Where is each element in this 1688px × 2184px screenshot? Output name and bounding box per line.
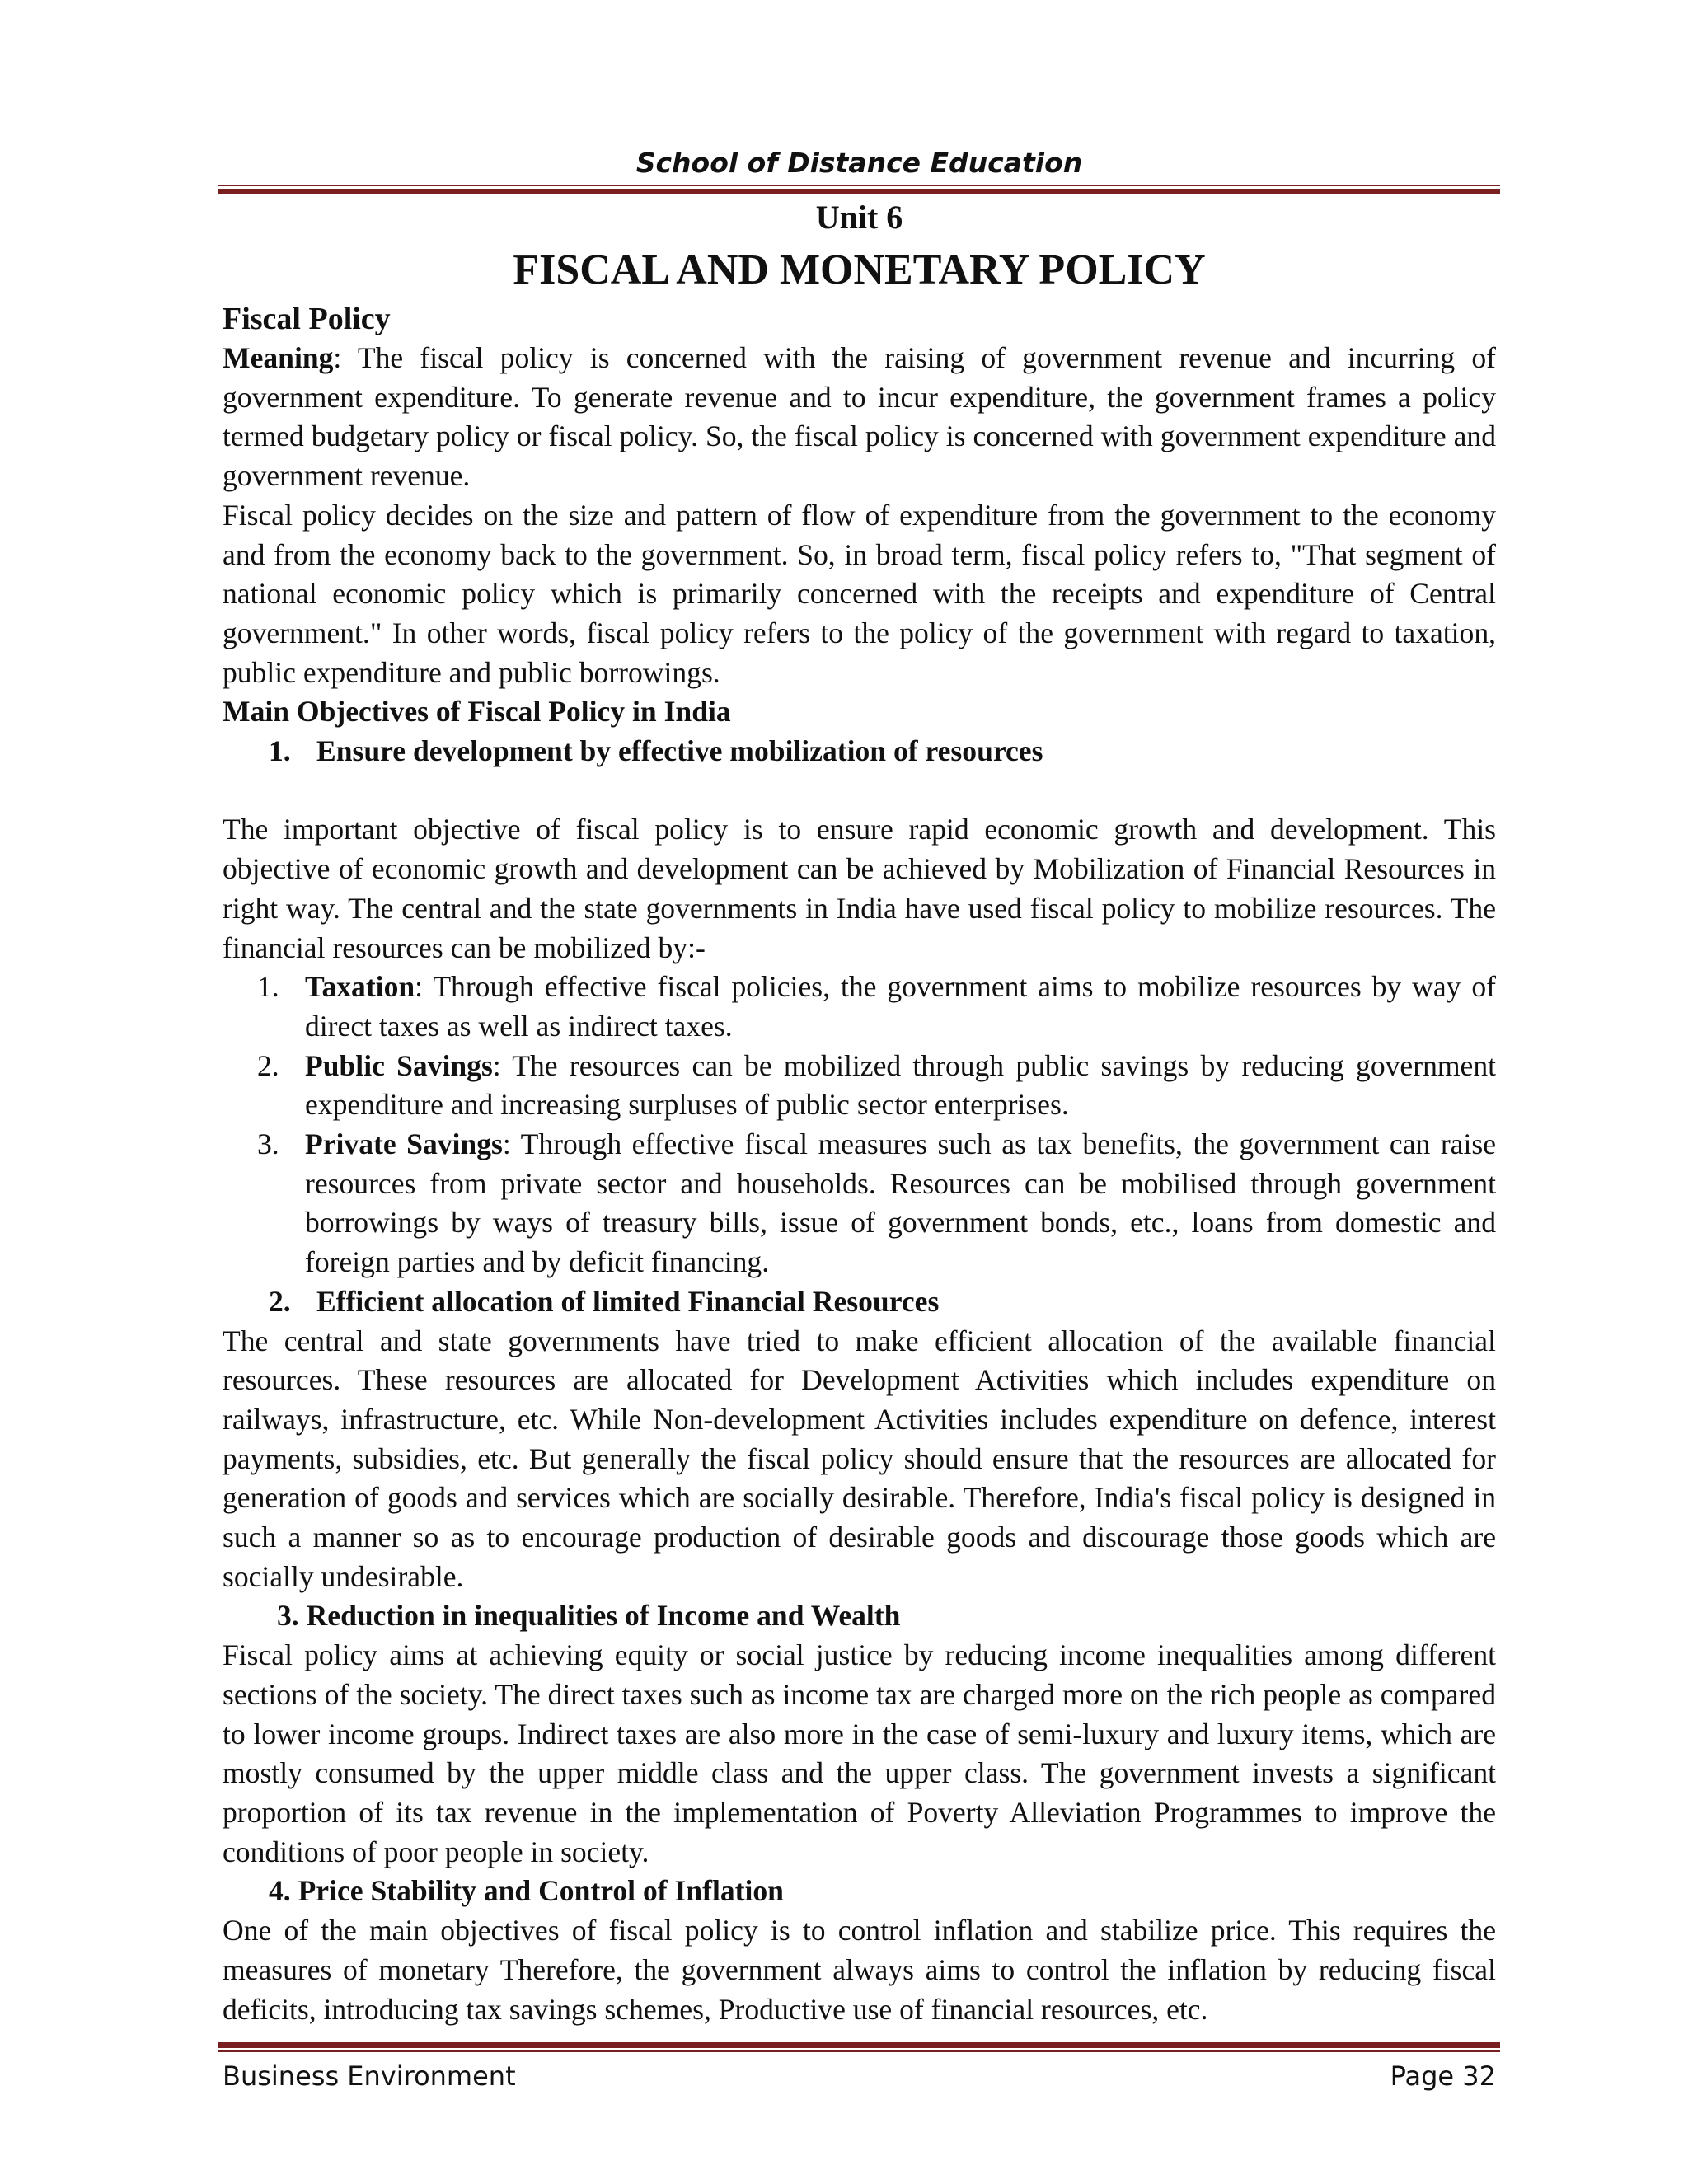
header-rule bbox=[218, 185, 1500, 194]
list-text: : Through effective fiscal measures such as tax benefits, the government can raise resources from private sector and households. Resources can be mobilised through government borrowings by ways of treasury bills, issue of government bonds, etc., loans from domestic and foreign parties and by deficit financing. bbox=[305, 1127, 1496, 1279]
meaning-term: Meaning bbox=[223, 341, 334, 374]
footer-page-number: Page 32 bbox=[1390, 2060, 1496, 2092]
objective-2-title: Efficient allocation of limited Financial Resources bbox=[316, 1284, 940, 1318]
meaning-paragraph bbox=[223, 339, 1496, 496]
objective-4-heading: 4. Price Stability and Control of Inflation bbox=[269, 1874, 784, 1908]
document-body bbox=[223, 299, 1496, 2029]
fiscal-policy-paragraph: Fiscal policy decides on the size and pattern of flow of expenditure from the government to the economy and from the economy back to the government. So, in broad term, fiscal policy refers to, "That segment of national economic policy which is primarily concerned with the receipts and expenditure of Central government." In other words, fiscal policy refers to the policy of the government with regard to taxation, public expenditure and public borrowings. bbox=[223, 498, 1496, 689]
list-number: 1. bbox=[257, 970, 279, 1004]
list-term: Private Savings bbox=[305, 1127, 503, 1161]
mobilization-list bbox=[223, 968, 1496, 1282]
objective-3-paragraph: Fiscal policy aims at achieving equity or social justice by reducing income inequalities among different sections of the society. The direct taxes such as income tax are charged more on the rich people as compared to lower income groups. Indirect taxes are also more in the case of semi-luxury and luxury items, which are mostly consumed by the upper middle class and the upper class. The government invests a significant proportion of its tax revenue in the implementation of Poverty Alleviation Programmes to improve the conditions of poor people in society. bbox=[223, 1638, 1496, 1868]
footer-rule bbox=[218, 2042, 1500, 2052]
list-term: Public Savings bbox=[305, 1048, 493, 1082]
footer-course-name: Business Environment bbox=[223, 2060, 516, 2092]
list-term: Taxation bbox=[305, 970, 415, 1004]
objective-2-paragraph: The central and state governments have tried to make efficient allocation of the available financial resources. These resources are allocated for Development Activities which includes expenditure on railways, infrastructure, etc. While Non-development Activities includes expenditure on defence, interest payments, subsidies, etc. But generally the fiscal policy should ensure that the resources are allocated for generation of goods and services which are socially desirable. Therefore, India's fiscal policy is designed in such a manner so as to encourage production of desirable goods and discourage those goods which are socially undesirable. bbox=[223, 1324, 1496, 1593]
objective-1-paragraph: The important objective of fiscal policy is to ensure rapid economic growth and development. This objective of economic growth and development can be achieved by Mobilization of Financial Resources in right way. The central and the state governments in India have used fiscal policy to mobilize resources. The financial resources can be mobilized by:- bbox=[223, 813, 1496, 964]
objective-2-number: 2. bbox=[269, 1284, 291, 1318]
objective-4-paragraph: One of the main objectives of fiscal policy is to control inflation and stabilize price. This requires the measures of monetary Therefore, the government always aims to control the inflation by reducing fiscal deficits, introducing tax savings schemes, Productive use of financial resources, etc. bbox=[223, 1914, 1496, 2026]
section-heading-fiscal-policy: Fiscal Policy bbox=[223, 302, 391, 336]
list-number: 2. bbox=[257, 1048, 279, 1082]
meaning-text: : The fiscal policy is concerned with the raising of government revenue and incurring of government expenditure. To generate revenue and to incur expenditure, the government frames a policy termed budgetary policy or fiscal policy. So, the fiscal policy is concerned with government expenditure and government revenue. bbox=[223, 341, 1496, 493]
objective-3-heading: 3. Reduction in inequalities of Income and Wealth bbox=[277, 1599, 901, 1633]
objectives-heading: Main Objectives of Fiscal Policy in India bbox=[223, 695, 731, 729]
chapter-title: FISCAL AND MONETARY POLICY bbox=[513, 246, 1206, 293]
header-title: School of Distance Education bbox=[635, 147, 1083, 179]
objective-1-heading bbox=[223, 732, 1496, 771]
unit-label: Unit 6 bbox=[815, 199, 903, 236]
list-text: : The resources can be mobilized through public savings by reducing government expenditure and increasing surpluses of public sector enterprises. bbox=[305, 1048, 1496, 1122]
list-text: : Through effective fiscal policies, the government aims to mobilize resources by way of direct taxes as well as indirect taxes. bbox=[305, 970, 1496, 1043]
list-item-taxation bbox=[223, 968, 1496, 1046]
list-item-public-savings bbox=[223, 1047, 1496, 1125]
list-item-private-savings bbox=[223, 1125, 1496, 1282]
objective-1-number: 1. bbox=[269, 734, 291, 768]
objective-1-title: Ensure development by effective mobilization of resources bbox=[316, 734, 1043, 768]
list-number: 3. bbox=[257, 1127, 279, 1161]
objective-2-heading bbox=[223, 1282, 1496, 1322]
